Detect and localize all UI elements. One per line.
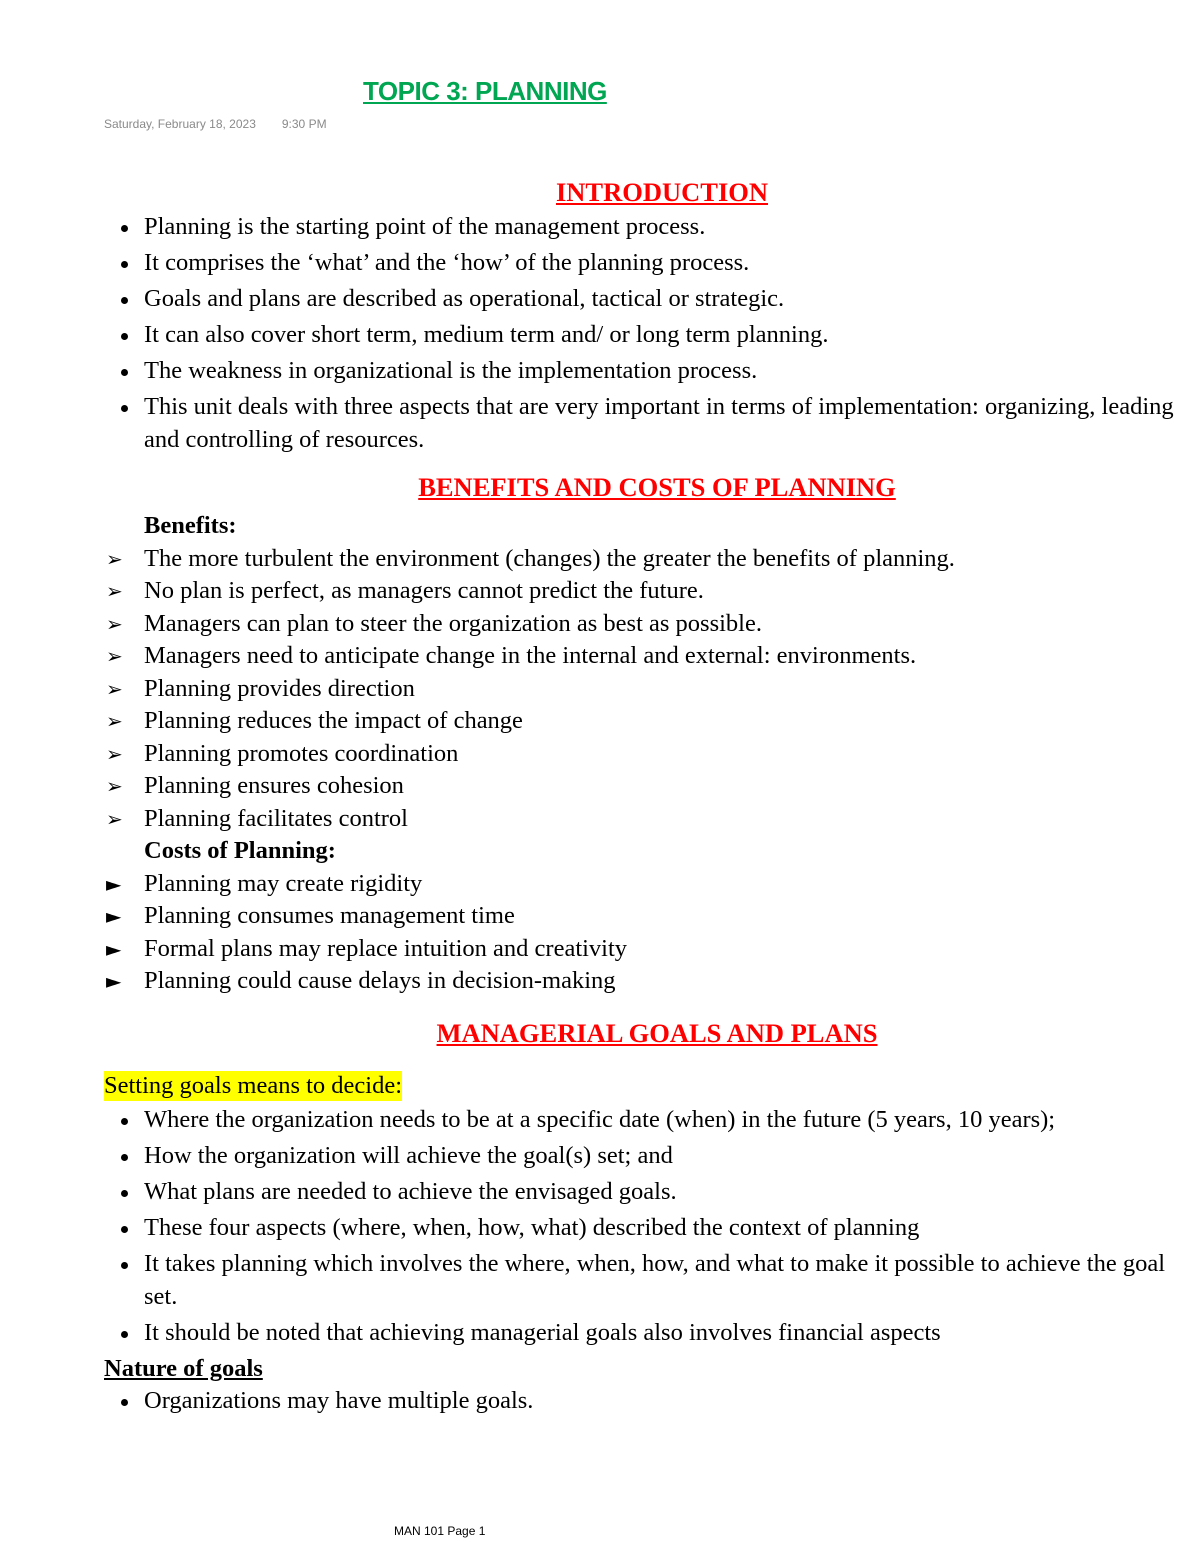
list-item: ➢ Managers need to anticipate change in the internal and external: environments. (104, 640, 1180, 673)
benefits-costs-heading: BENEFITS AND COSTS OF PLANNING (418, 472, 896, 502)
triangle-bullet-icon: ► (106, 936, 122, 961)
note-timestamp (104, 117, 327, 131)
list-item: ➢ The more turbulent the environment (changes) the greater the benefits of planning. (104, 543, 1180, 576)
list-item: ➢ Planning promotes coordination (104, 738, 1180, 771)
list-item: The weakness in organizational is the implementation process. (104, 355, 1180, 388)
triangle-bullet-icon: ► (106, 871, 122, 896)
list-item: ➢ Planning reduces the impact of change (104, 705, 1180, 738)
page-title: TOPIC 3: PLANNING (363, 76, 607, 106)
list-item: It comprises the ‘what’ and the ‘how’ of the planning process. (104, 247, 1180, 280)
arrow-bullet-icon: ➢ (106, 774, 123, 798)
list-item: ► Planning may create rigidity (104, 868, 1180, 901)
list-item: ➢ Managers can plan to steer the organization as best as possible. (104, 608, 1180, 641)
list-item: Organizations may have multiple goals. (104, 1385, 1180, 1418)
list-item: ► Planning consumes management time (104, 900, 1180, 933)
document-body (104, 173, 1180, 1421)
list-item: These four aspects (where, when, how, what) described the context of planning (104, 1212, 1180, 1245)
note-date: Saturday, February 18, 2023 (104, 117, 256, 131)
triangle-bullet-icon: ► (106, 969, 122, 993)
list-item: Where the organization needs to be at a specific date (when) in the future (5 years, 10 years); (104, 1104, 1180, 1137)
list-item: It takes planning which involves the where, when, how, and what to make it possible to achieve the goal set. (104, 1248, 1180, 1313)
list-item: It should be noted that achieving managerial goals also involves financial aspects (104, 1317, 1180, 1350)
arrow-bullet-icon: ➢ (106, 611, 123, 636)
benefits-label: Benefits: (144, 512, 237, 539)
list-item: What plans are needed to achieve the envisaged goals. (104, 1176, 1180, 1209)
introduction-list (104, 211, 1180, 456)
benefits-list (104, 543, 1180, 836)
arrow-bullet-icon: ➢ (106, 741, 123, 766)
list-item: Goals and plans are described as operational, tactical or strategic. (104, 283, 1180, 316)
list-item: ► Planning could cause delays in decision-making (104, 965, 1180, 998)
list-item: It can also cover short term, medium term and/ or long term planning. (104, 319, 1180, 352)
nature-of-goals-list (104, 1385, 1180, 1418)
list-item: ➢ No plan is perfect, as managers cannot predict the future. (104, 575, 1180, 608)
nature-of-goals-heading: Nature of goals (104, 1354, 263, 1382)
list-item: ➢ Planning provides direction (104, 673, 1180, 706)
setting-goals-list (104, 1104, 1180, 1349)
introduction-heading: INTRODUCTION (555, 177, 769, 207)
triangle-bullet-icon: ► (106, 904, 122, 928)
managerial-heading: MANAGERIAL GOALS AND PLANS (436, 1017, 878, 1048)
setting-goals-line (104, 1070, 1180, 1103)
list-item: ► Formal plans may replace intuition and creativity (104, 933, 1180, 966)
page-footer: MAN 101 Page 1 (394, 1524, 486, 1538)
list-item: ➢ Planning ensures cohesion (104, 770, 1180, 803)
costs-list (104, 868, 1180, 998)
arrow-bullet-icon: ➢ (106, 644, 123, 668)
costs-label: Costs of Planning: (144, 837, 336, 864)
arrow-bullet-icon: ➢ (106, 579, 123, 603)
arrow-bullet-icon: ➢ (106, 806, 123, 831)
arrow-bullet-icon: ➢ (106, 546, 123, 571)
arrow-bullet-icon: ➢ (106, 676, 123, 701)
arrow-bullet-icon: ➢ (106, 709, 123, 733)
list-item: How the organization will achieve the goal(s) set; and (104, 1140, 1180, 1173)
note-time: 9:30 PM (281, 117, 327, 131)
list-item: ➢ Planning facilitates control (104, 803, 1180, 836)
list-item: This unit deals with three aspects that are very important in terms of implementation: organizing, leading and controlling of resources. (104, 391, 1180, 456)
list-item: Planning is the starting point of the management process. (104, 211, 1180, 244)
setting-goals-label: Setting goals means to decide: (104, 1071, 403, 1099)
